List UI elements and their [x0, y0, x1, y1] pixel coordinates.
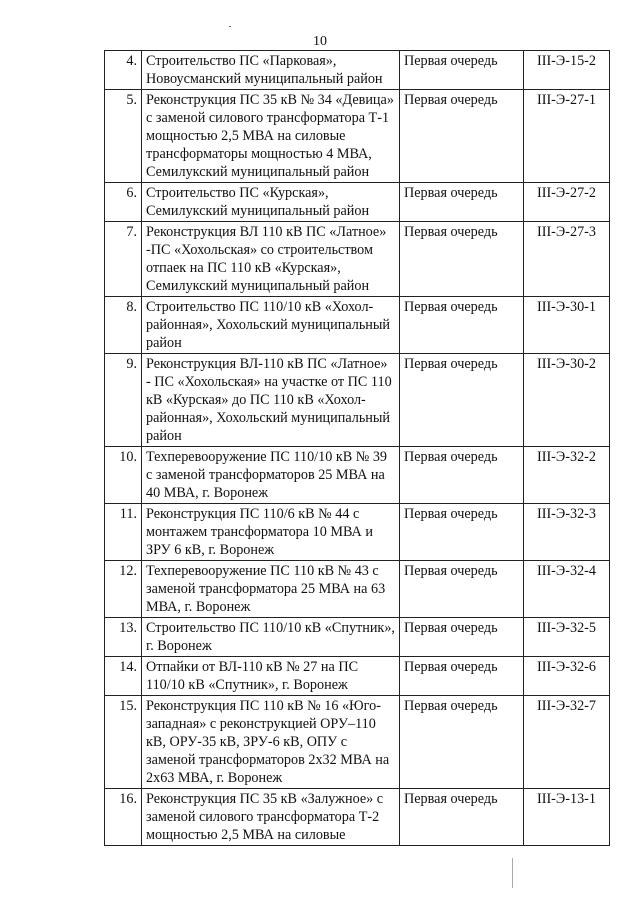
- row-code: III-Э-32-4: [524, 561, 610, 618]
- table-row: [105, 618, 610, 657]
- table-row: [105, 183, 610, 222]
- projects-table: [104, 50, 610, 846]
- row-description: Техперевооружение ПС 110 кВ № 43 с заменой трансформатора 25 МВА на 63 МВА, г. Воронеж: [142, 561, 400, 618]
- row-code: III-Э-15-2: [524, 51, 610, 90]
- table-row: [105, 354, 610, 447]
- row-description: Реконструкция ПС 110/6 кВ № 44 с монтажем трансформатора 10 МВА и ЗРУ 6 кВ, г. Воронеж: [142, 504, 400, 561]
- row-description: Техперевооружение ПС 110/10 кВ № 39 с заменой трансформаторов 25 МВА на 40 МВА, г. Воронеж: [142, 447, 400, 504]
- row-stage: Первая очередь: [400, 561, 524, 618]
- row-code: III-Э-27-3: [524, 222, 610, 297]
- row-stage: Первая очередь: [400, 447, 524, 504]
- row-description: Строительство ПС 110/10 кВ «Спутник», г. Воронеж: [142, 618, 400, 657]
- table-row: [105, 504, 610, 561]
- row-code: III-Э-32-5: [524, 618, 610, 657]
- row-description: Реконструкция ПС 110 кВ № 16 «Юго-западная» с реконструкцией ОРУ–110 кВ, ОРУ-35 кВ, ЗРУ-6 кВ, ОПУ с заменой трансформаторов 2х32 МВА на 2х63 МВА, г. Воронеж: [142, 696, 400, 789]
- row-code: III-Э-30-2: [524, 354, 610, 447]
- row-code: III-Э-27-1: [524, 90, 610, 183]
- row-description: Реконструкция ПС 35 кВ «Залужное» с заменой силового трансформатора Т-2 мощностью 2,5 МВА на силовые: [142, 789, 400, 846]
- row-stage: Первая очередь: [400, 354, 524, 447]
- row-stage: Первая очередь: [400, 51, 524, 90]
- row-description: Строительство ПС «Курская», Семилукский муниципальный район: [142, 183, 400, 222]
- row-stage: Первая очередь: [400, 696, 524, 789]
- row-stage: Первая очередь: [400, 297, 524, 354]
- row-code: III-Э-32-7: [524, 696, 610, 789]
- row-code: III-Э-27-2: [524, 183, 610, 222]
- row-number: 5.: [105, 90, 142, 183]
- row-stage: Первая очередь: [400, 90, 524, 183]
- table-row: [105, 297, 610, 354]
- row-number: 13.: [105, 618, 142, 657]
- row-description: Реконструкция ВЛ-110 кВ ПС «Латное» - ПС «Хохольская» на участке от ПС 110 кВ «Курская» до ПС 110 кВ «Хохол-районная», Хохольский муниципальный район: [142, 354, 400, 447]
- row-code: III-Э-30-1: [524, 297, 610, 354]
- row-code: III-Э-32-2: [524, 447, 610, 504]
- row-number: 16.: [105, 789, 142, 846]
- row-description: Отпайки от ВЛ-110 кВ № 27 на ПС 110/10 кВ «Спутник», г. Воронеж: [142, 657, 400, 696]
- scan-margin-line: [512, 858, 513, 888]
- table-row: [105, 789, 610, 846]
- table-row: [105, 447, 610, 504]
- row-number: 4.: [105, 51, 142, 90]
- table-row: [105, 90, 610, 183]
- row-stage: Первая очередь: [400, 618, 524, 657]
- table-row: [105, 657, 610, 696]
- row-stage: Первая очередь: [400, 222, 524, 297]
- row-stage: Первая очередь: [400, 183, 524, 222]
- table-row: [105, 561, 610, 618]
- table-body: [105, 51, 610, 846]
- row-code: III-Э-32-3: [524, 504, 610, 561]
- row-number: 9.: [105, 354, 142, 447]
- scan-mark: [229, 26, 231, 27]
- row-number: 8.: [105, 297, 142, 354]
- table-row: [105, 696, 610, 789]
- row-number: 15.: [105, 696, 142, 789]
- row-code: III-Э-32-6: [524, 657, 610, 696]
- table-row: [105, 51, 610, 90]
- row-number: 12.: [105, 561, 142, 618]
- row-number: 10.: [105, 447, 142, 504]
- row-number: 7.: [105, 222, 142, 297]
- row-number: 6.: [105, 183, 142, 222]
- row-stage: Первая очередь: [400, 789, 524, 846]
- row-description: Строительство ПС «Парковая», Новоусманский муниципальный район: [142, 51, 400, 90]
- row-code: III-Э-13-1: [524, 789, 610, 846]
- row-number: 14.: [105, 657, 142, 696]
- row-description: Строительство ПС 110/10 кВ «Хохол-районная», Хохольский муниципальный район: [142, 297, 400, 354]
- row-description: Реконструкция ПС 35 кВ № 34 «Девица» с заменой силового трансформатора Т-1 мощностью 2,5 МВА на силовые трансформаторы мощностью 4 МВА, Семилукский муниципальный район: [142, 90, 400, 183]
- row-stage: Первая очередь: [400, 504, 524, 561]
- page-number: 10: [313, 34, 327, 49]
- table-row: [105, 222, 610, 297]
- row-description: Реконструкция ВЛ 110 кВ ПС «Латное» -ПС «Хохольская» со строительством отпаек на ПС 110 кВ «Курская», Семилукский муниципальный район: [142, 222, 400, 297]
- row-stage: Первая очередь: [400, 657, 524, 696]
- row-number: 11.: [105, 504, 142, 561]
